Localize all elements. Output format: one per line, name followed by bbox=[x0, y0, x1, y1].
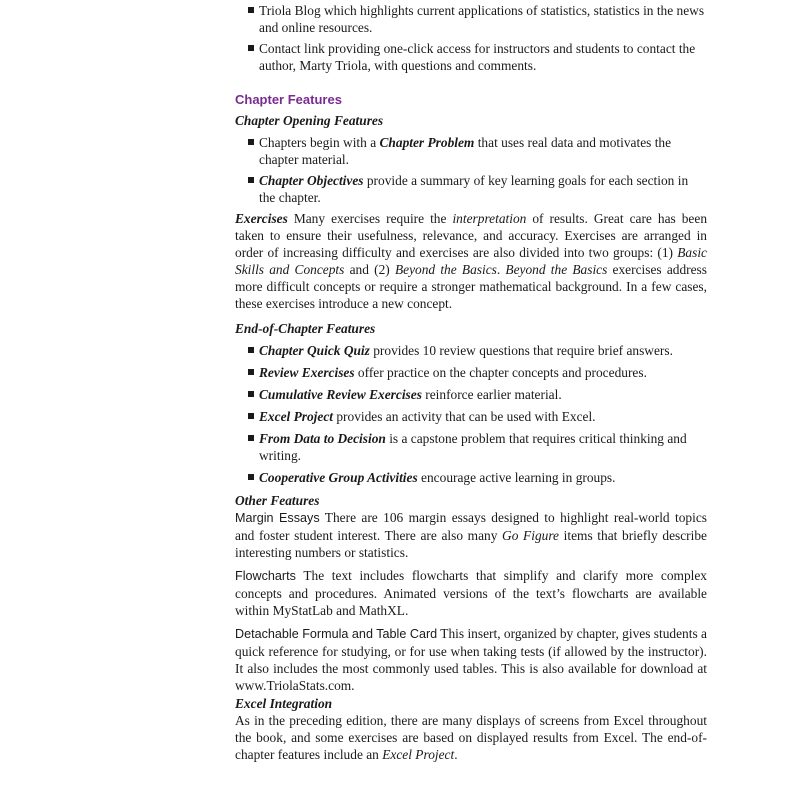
end-of-chapter-section bbox=[235, 320, 707, 486]
bullet-square-icon bbox=[248, 391, 254, 397]
exercises-paragraph bbox=[235, 210, 707, 312]
text: This insert, organized by chapter, gives students a quick reference for studying, or for use when taking tests (if allowed by the instructor). It also includes the most commonly used tables. This is also available for download at www.TriolaStats.com. bbox=[235, 626, 707, 693]
emphasis-text: Excel Project bbox=[382, 747, 455, 762]
text: exercises address more difficult concepts or require a stronger mathematical background. In a few cases, these exercises introduce a new concept. bbox=[235, 262, 707, 311]
emphasis-text: From Data to Decision bbox=[259, 431, 386, 446]
list-item bbox=[235, 430, 707, 464]
bullet-square-icon bbox=[248, 435, 254, 441]
excel-integration-section bbox=[235, 695, 707, 763]
bullet-square-icon bbox=[248, 413, 254, 419]
bullet-square-icon bbox=[248, 139, 254, 145]
emphasis-text: Cumulative Review Exercises bbox=[259, 387, 422, 402]
emphasis-text: Chapter Problem bbox=[379, 135, 475, 150]
text: items that briefly describe interesting numbers or statistics. bbox=[235, 528, 707, 560]
list-item bbox=[235, 386, 707, 403]
margin-essays-paragraph bbox=[235, 509, 707, 561]
other-features-section bbox=[235, 492, 707, 694]
list-item-text: Triola Blog which highlights current applications of statistics, statistics in the news and online resources. bbox=[259, 3, 705, 35]
text: provides 10 review questions that require brief answers. bbox=[369, 343, 673, 358]
subheading-chapter-opening: Chapter Opening Features bbox=[235, 113, 384, 128]
text: Many exercises require the bbox=[287, 211, 453, 226]
list-item bbox=[235, 134, 707, 168]
text: Chapters begin with a bbox=[259, 135, 380, 150]
emphasis-text: Basic Skills and Concepts bbox=[235, 245, 707, 277]
text: that uses real data and motivates the chapter material. bbox=[259, 135, 672, 167]
emphasis-text: Excel Project bbox=[259, 409, 333, 424]
section-heading: Chapter Features bbox=[235, 92, 342, 107]
opening-bullet-list bbox=[235, 134, 707, 206]
run-in-heading: Flowcharts bbox=[235, 569, 296, 583]
list-item bbox=[235, 408, 707, 425]
list-item bbox=[235, 172, 707, 206]
list-item bbox=[235, 40, 707, 74]
emphasis-text: Review Exercises bbox=[259, 365, 355, 380]
end-bullet-list bbox=[235, 342, 707, 486]
intro-bullet-list bbox=[235, 2, 707, 74]
subheading-other-features: Other Features bbox=[235, 493, 320, 508]
subheading-end-of-chapter: End-of-Chapter Features bbox=[235, 321, 376, 336]
text: is a capstone problem that requires critical thinking and writing. bbox=[259, 431, 687, 463]
text: As in the preceding edition, there are many displays of screens from Excel throughout the book, and some exercises are based on displayed results from Excel. The end-of-chapter features include an bbox=[235, 713, 707, 762]
emphasis-text: Chapter Objectives bbox=[259, 173, 364, 188]
text: encourage active learning in groups. bbox=[417, 470, 616, 485]
emphasis-text: Beyond the Basics bbox=[394, 262, 497, 277]
run-in-heading: Detachable Formula and Table Card bbox=[235, 627, 438, 641]
bullet-square-icon bbox=[248, 474, 254, 480]
subheading-excel-integration: Excel Integration bbox=[235, 696, 333, 711]
emphasis-text: interpretation bbox=[452, 211, 527, 226]
text: and (2) bbox=[344, 262, 395, 277]
list-item bbox=[235, 2, 707, 36]
text: . bbox=[454, 747, 458, 762]
bullet-square-icon bbox=[248, 347, 254, 353]
chapter-features-section bbox=[235, 91, 707, 312]
text: . bbox=[496, 262, 506, 277]
text: offer practice on the chapter concepts and procedures. bbox=[354, 365, 647, 380]
excel-paragraph bbox=[235, 712, 707, 763]
list-item bbox=[235, 469, 707, 486]
bullet-square-icon bbox=[248, 45, 254, 51]
bullet-square-icon bbox=[248, 7, 254, 13]
bullet-square-icon bbox=[248, 177, 254, 183]
text: The text includes flowcharts that simplify and clarify more complex concepts and procedures. Animated versions of the text’s flowcharts are available within MyStatLab and MathXL. bbox=[235, 568, 707, 618]
list-item bbox=[235, 342, 707, 359]
list-item bbox=[235, 364, 707, 381]
run-in-heading: Margin Essays bbox=[235, 511, 320, 525]
intro-section bbox=[235, 2, 707, 74]
text: There are 106 margin essays designed to highlight real-world topics and foster student interest. There are also many bbox=[235, 510, 707, 543]
flowcharts-paragraph bbox=[235, 567, 707, 619]
text: provides an activity that can be used with Excel. bbox=[333, 409, 596, 424]
emphasis-text: Chapter Quick Quiz bbox=[259, 343, 370, 358]
run-in-heading: Exercises bbox=[235, 211, 288, 226]
formula-card-paragraph bbox=[235, 625, 707, 694]
text: reinforce earlier material. bbox=[421, 387, 562, 402]
emphasis-text: Cooperative Group Activities bbox=[259, 470, 418, 485]
text: of results. Great care has been taken to ensure their usefulness, relevance, and accuracy. Exercises are arranged in order of increasing difficulty and exercises are also divided into two groups: (1) bbox=[235, 211, 708, 260]
emphasis-text: Go Figure bbox=[502, 528, 560, 543]
bullet-square-icon bbox=[248, 369, 254, 375]
emphasis-text: Beyond the Basics bbox=[505, 262, 608, 277]
list-item-text: Contact link providing one-click access for instructors and students to contact the author, Marty Triola, with questions and comments. bbox=[259, 41, 696, 73]
text: provide a summary of key learning goals for each section in the chapter. bbox=[259, 173, 689, 205]
